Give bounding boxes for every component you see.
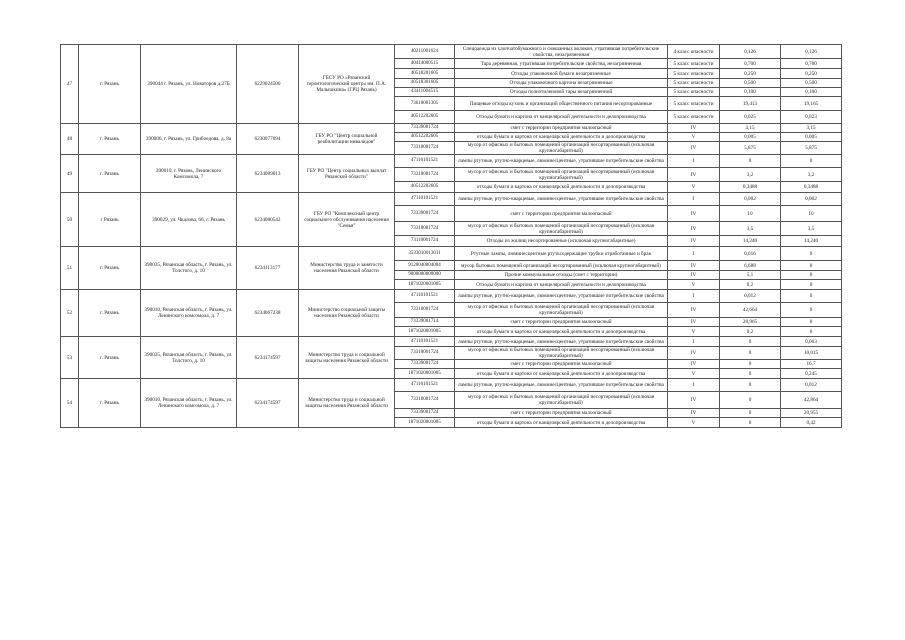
hazard-class: IV bbox=[668, 168, 720, 182]
hazard-class: 5 класс опасности bbox=[668, 69, 720, 79]
waste-name: Отходы бумаги и картона от канцелярской деятельности и делопроизводства bbox=[455, 280, 668, 290]
amount-transferred: 19,165 bbox=[781, 97, 842, 111]
hazard-class: IV bbox=[668, 360, 720, 369]
entry-city: г. Рязань bbox=[79, 124, 141, 155]
amount-transferred: 0,3488 bbox=[781, 182, 842, 193]
entry-inn: 6234113177 bbox=[237, 247, 299, 290]
hazard-class: 5 класс опасности bbox=[668, 97, 720, 111]
table-row bbox=[61, 379, 842, 392]
table-row bbox=[61, 124, 842, 133]
waste-name: Спецодежда из хлопчатобумажного и смешанных волокон, утратившая потребительские свойства, незагрязненная bbox=[455, 45, 668, 59]
waste-name: лампы ртутные, ртутно-кварцевые, люминесцентные, утратившие потребительские свойства bbox=[455, 337, 668, 347]
amount-transferred: 0,500 bbox=[781, 79, 842, 88]
entry-number: 51 bbox=[61, 247, 79, 290]
amount-transferred: 0 bbox=[781, 290, 842, 303]
waste-name: отходы бумаги и картона от канцелярской деятельности и делопроизводства bbox=[455, 133, 668, 142]
amount-generated: 0,2 bbox=[720, 327, 781, 337]
entry-organization: ГБУ РО "Центр социальных выплат Рязанской области" bbox=[299, 155, 395, 193]
amount-transferred: 14,240 bbox=[781, 236, 842, 247]
hazard-class: 5 класс опасности bbox=[668, 79, 720, 88]
entry-city: г. Рязань bbox=[79, 379, 141, 428]
waste-name: мусор от офисных и бытовых помещений организаций несортированный (исключая крупногабаритный) bbox=[455, 142, 668, 155]
entry-organization: Министерство социальной защиты населения Рязанской области bbox=[299, 290, 395, 337]
table-row bbox=[61, 155, 842, 168]
waste-code: 47110101521 bbox=[395, 337, 455, 347]
waste-name: мусор от офисных и бытовых помещений организаций несортированный (исключая крупногабаритный) bbox=[455, 222, 668, 236]
entry-address: 390035, Рязанская область, г. Рязань, ул. Толстого, д. 10 bbox=[141, 247, 237, 290]
entry-inn: 6234067238 bbox=[237, 290, 299, 337]
waste-name: мусор от офисных и бытовых помещений организаций несортированный (исключая крупногабаритный) bbox=[455, 168, 668, 182]
waste-code: 40512202605 bbox=[395, 182, 455, 193]
waste-name: смет с территории предприятия малоопасный bbox=[455, 206, 668, 222]
waste-name: отходы бумаги и картона от канцелярской деятельности и делопроизводства bbox=[455, 369, 668, 379]
hazard-class: IV bbox=[668, 303, 720, 318]
document-page bbox=[60, 44, 842, 428]
waste-code: 40414000515 bbox=[395, 59, 455, 69]
hazard-class: V bbox=[668, 133, 720, 142]
waste-name: Прочие коммунальные отходы (смет с территории) bbox=[455, 271, 668, 280]
waste-name: отходы бумаги и картона от канцелярской деятельности и делопроизводства bbox=[455, 327, 668, 337]
waste-name: мусор от офисных и бытовых помещений организаций несортированный (исключая крупногабаритный) bbox=[455, 347, 668, 360]
amount-transferred: 0,005 bbox=[781, 133, 842, 142]
entry-number: 54 bbox=[61, 379, 79, 428]
hazard-class: IV bbox=[668, 222, 720, 236]
amount-generated: 20,965 bbox=[720, 318, 781, 327]
amount-generated: 0,005 bbox=[720, 133, 781, 142]
hazard-class: I bbox=[668, 193, 720, 206]
hazard-class: 5 класс опасности bbox=[668, 88, 720, 97]
waste-name: Пищевые отходы кухонь и организаций общественного питания несортированные bbox=[455, 97, 668, 111]
waste-code: 40518201605 bbox=[395, 69, 455, 79]
amount-generated: 0 bbox=[720, 155, 781, 168]
amount-transferred: 0,42 bbox=[781, 418, 842, 428]
table-row bbox=[61, 290, 842, 303]
waste-code: 73310001724 bbox=[395, 222, 455, 236]
waste-name: смет с территории предприятия малоопасный bbox=[455, 124, 668, 133]
waste-name: мусор бытовых помещений организаций несортированный (исключая крупногабаритный) bbox=[455, 261, 668, 271]
entry-number: 52 bbox=[61, 290, 79, 337]
entry-city: г. Рязань bbox=[79, 45, 141, 124]
entry-address: 390035, Рязанская область, г. Рязань, ул. Толстого, д. 10 bbox=[141, 337, 237, 379]
waste-name: смет с территории предприятия малоопасный bbox=[455, 360, 668, 369]
entry-number: 53 bbox=[61, 337, 79, 379]
amount-generated: 0,100 bbox=[720, 88, 781, 97]
amount-generated: 19,413 bbox=[720, 97, 781, 111]
waste-name: Отходы упаковочной бумаги незагрязненные bbox=[455, 69, 668, 79]
entry-organization: Министерство труда и социальной защиты населения Рязанской области bbox=[299, 379, 395, 428]
entry-address: 390010, Рязанская область, г. Рязань, ул. Ленинского комсомола, д. 7 bbox=[141, 290, 237, 337]
waste-code: 73310001724 bbox=[395, 168, 455, 182]
amount-generated: 0,016 bbox=[720, 247, 781, 261]
table-row bbox=[61, 337, 842, 347]
waste-code: 73310001724 bbox=[395, 392, 455, 409]
hazard-class: V bbox=[668, 369, 720, 379]
amount-transferred: 20,955 bbox=[781, 409, 842, 418]
waste-code: 40211001624 bbox=[395, 45, 455, 59]
waste-name: лампы ртутные, ртутно-кварцевые, люминесцентные, утратившие потребительские свойства bbox=[455, 379, 668, 392]
waste-code: 73339001714 bbox=[395, 318, 455, 327]
amount-generated: 3,2 bbox=[720, 168, 781, 182]
amount-transferred: 0,245 bbox=[781, 369, 842, 379]
amount-transferred: 0,100 bbox=[781, 88, 842, 97]
waste-code: 1871020001005 bbox=[395, 369, 455, 379]
entry-organization: ГБУ РО "Комплексный центр социального обслуживания населения "Семья" bbox=[299, 193, 395, 247]
entry-inn: 6230077094 bbox=[237, 124, 299, 155]
hazard-class: IV bbox=[668, 409, 720, 418]
amount-generated: 0,012 bbox=[720, 290, 781, 303]
amount-generated: 0 bbox=[720, 360, 781, 369]
entry-city: г. Рязань bbox=[79, 155, 141, 193]
hazard-class: 5 класс опасности bbox=[668, 59, 720, 69]
entry-number: 48 bbox=[61, 124, 79, 155]
amount-generated: 0,025 bbox=[720, 111, 781, 124]
hazard-class: IV bbox=[668, 142, 720, 155]
amount-generated: 0,700 bbox=[720, 59, 781, 69]
waste-name: лампы ртутные, ртутно-кварцевые, люминесцентные, утратившие потребительские свойства bbox=[455, 193, 668, 206]
entry-organization: Министерство труда и социальной защиты населения Рязанской области bbox=[299, 337, 395, 379]
hazard-class: IV bbox=[668, 124, 720, 133]
waste-code: 9000000000000 bbox=[395, 271, 455, 280]
table-row bbox=[61, 247, 842, 261]
hazard-class: IV bbox=[668, 318, 720, 327]
entry-address: 390044 г. Рязань, ул. Новаторов д.27Б bbox=[141, 45, 237, 124]
entry-inn: 6234089013 bbox=[237, 155, 299, 193]
amount-generated: 3,15 bbox=[720, 124, 781, 133]
amount-transferred: 10 bbox=[781, 206, 842, 222]
entry-address: 390029, ул. Чкалова, 66, г. Рязань bbox=[141, 193, 237, 247]
amount-generated: 14,240 bbox=[720, 236, 781, 247]
hazard-class: 4 класс опасности bbox=[668, 45, 720, 59]
amount-transferred: 16,7 bbox=[781, 360, 842, 369]
amount-transferred: 0,003 bbox=[781, 337, 842, 347]
hazard-class: 5 класс опасности bbox=[668, 111, 720, 124]
amount-transferred: 0 bbox=[781, 280, 842, 290]
entry-inn: 6234080542 bbox=[237, 193, 299, 247]
amount-generated: 0 bbox=[720, 347, 781, 360]
hazard-class: IV bbox=[668, 206, 720, 222]
waste-code: 73339001724 bbox=[395, 409, 455, 418]
waste-code: 73610001305 bbox=[395, 97, 455, 111]
amount-generated: 10 bbox=[720, 206, 781, 222]
amount-transferred: 0 bbox=[781, 318, 842, 327]
hazard-class: IV bbox=[668, 347, 720, 360]
hazard-class: V bbox=[668, 327, 720, 337]
amount-transferred: 3,2 bbox=[781, 168, 842, 182]
amount-transferred: 0 bbox=[781, 327, 842, 337]
amount-generated: 0,126 bbox=[720, 45, 781, 59]
waste-code: 40518301605 bbox=[395, 79, 455, 88]
waste-name: отходы бумаги и картона от канцелярской деятельности и делопроизводства bbox=[455, 182, 668, 193]
waste-name: Отходы бумаги и картона от канцелярской деятельности и делопроизводства bbox=[455, 111, 668, 124]
amount-generated: 0 bbox=[720, 379, 781, 392]
amount-generated: 0 bbox=[720, 369, 781, 379]
waste-code: 47110101521 bbox=[395, 155, 455, 168]
waste-code: 73339001724 bbox=[395, 206, 455, 222]
amount-transferred: 5,875 bbox=[781, 142, 842, 155]
entry-organization: ГБСУ РО «Рязанский геронтологический центр» им. П.А. Малышкина» (ГРЦ Рязань) bbox=[299, 45, 395, 124]
hazard-class: V bbox=[668, 280, 720, 290]
waste-name: Отходы из жилищ несортированные (исключая крупногабаритные) bbox=[455, 236, 668, 247]
amount-transferred: 0 bbox=[781, 303, 842, 318]
entry-address: 390006, г. Рязань, ул. Грибоедова, д. 8а bbox=[141, 124, 237, 155]
entry-city: г. Рязань bbox=[79, 337, 141, 379]
waste-code: 73310001724 bbox=[395, 303, 455, 318]
hazard-class: V bbox=[668, 182, 720, 193]
amount-generated: 0,500 bbox=[720, 79, 781, 88]
amount-transferred: 0 bbox=[781, 261, 842, 271]
amount-transferred: 0 bbox=[781, 271, 842, 280]
waste-name: лампы ртутные, ртутно-кварцевые, люминесцентные, утратившие потребительские свойства bbox=[455, 290, 668, 303]
hazard-class: V bbox=[668, 418, 720, 428]
waste-code: 43411004515 bbox=[395, 88, 455, 97]
amount-generated: 0 bbox=[720, 392, 781, 409]
hazard-class: I bbox=[668, 290, 720, 303]
waste-code: 1871020001005 bbox=[395, 418, 455, 428]
waste-name: отходы бумаги и картона от канцелярской деятельности и делопроизводства bbox=[455, 418, 668, 428]
entry-number: 49 bbox=[61, 155, 79, 193]
waste-code: 9120040004004 bbox=[395, 261, 455, 271]
amount-generated: 42,664 bbox=[720, 303, 781, 318]
amount-generated: 5,875 bbox=[720, 142, 781, 155]
amount-generated: 0 bbox=[720, 409, 781, 418]
amount-transferred: 0,023 bbox=[781, 111, 842, 124]
amount-transferred: 0,700 bbox=[781, 59, 842, 69]
amount-transferred: 0,002 bbox=[781, 193, 842, 206]
amount-generated: 0 bbox=[720, 337, 781, 347]
waste-code: 73339001724 bbox=[395, 124, 455, 133]
hazard-class: I bbox=[668, 247, 720, 261]
hazard-class: IV bbox=[668, 271, 720, 280]
waste-code: 47110101521 bbox=[395, 290, 455, 303]
waste-code: 40512202605 bbox=[395, 111, 455, 124]
waste-name: мусор от офисных и бытовых помещений организаций несортированный (исключая крупногабаритный) bbox=[455, 392, 668, 409]
amount-transferred: 0,250 bbox=[781, 69, 842, 79]
waste-code: 1871020001005 bbox=[395, 327, 455, 337]
waste-code: 73110001724 bbox=[395, 236, 455, 247]
amount-generated: 0 bbox=[720, 418, 781, 428]
hazard-class: I bbox=[668, 337, 720, 347]
entry-city: г. Рязань bbox=[79, 247, 141, 290]
waste-code: 47110101521 bbox=[395, 193, 455, 206]
amount-generated: 0,002 bbox=[720, 193, 781, 206]
entry-city: г. Рязань bbox=[79, 290, 141, 337]
amount-transferred: 0 bbox=[781, 247, 842, 261]
hazard-class: I bbox=[668, 155, 720, 168]
waste-code: 73339001724 bbox=[395, 360, 455, 369]
table-row bbox=[61, 193, 842, 206]
entry-address: 390010, Рязанская область, г. Рязань, ул. Ленинского комсомола, д. 7 bbox=[141, 379, 237, 428]
amount-generated: 6,688 bbox=[720, 261, 781, 271]
waste-name: мусор от офисных и бытовых помещений организаций несортированный (исключая крупногабаритный) bbox=[455, 303, 668, 318]
hazard-class: IV bbox=[668, 236, 720, 247]
entry-inn: 6234174597 bbox=[237, 337, 299, 379]
hazard-class: IV bbox=[668, 392, 720, 409]
waste-name: Отходы полиэтиленовой тары незагрязненной bbox=[455, 88, 668, 97]
waste-name: смет с территории предприятия малоопасный bbox=[455, 318, 668, 327]
entry-organization: Министерство труда и занятости населения Рязанской области bbox=[299, 247, 395, 290]
entry-number: 50 bbox=[61, 193, 79, 247]
waste-code: 3533010013011 bbox=[395, 247, 455, 261]
amount-generated: 0,2 bbox=[720, 280, 781, 290]
entry-address: 390010, г. Рязань, Ленинского Комсомола, 7 bbox=[141, 155, 237, 193]
amount-transferred: 0,012 bbox=[781, 379, 842, 392]
waste-name: Отходы упаковочного картона незагрязненные bbox=[455, 79, 668, 88]
entry-number: 47 bbox=[61, 45, 79, 124]
amount-generated: 0,3488 bbox=[720, 182, 781, 193]
hazard-class: IV bbox=[668, 261, 720, 271]
waste-code: 1871020001005 bbox=[395, 280, 455, 290]
waste-code: 73310001724 bbox=[395, 142, 455, 155]
waste-name: смет с территории предприятия малоопасный bbox=[455, 409, 668, 418]
entry-inn: 6229024500 bbox=[237, 45, 299, 124]
table-row bbox=[61, 45, 842, 59]
entry-city: г Рязань bbox=[79, 193, 141, 247]
amount-generated: 5,1 bbox=[720, 271, 781, 280]
entry-inn: 6234174597 bbox=[237, 379, 299, 428]
amount-transferred: 0,126 bbox=[781, 45, 842, 59]
waste-code: 73310001724 bbox=[395, 347, 455, 360]
amount-transferred: 0 bbox=[781, 155, 842, 168]
amount-generated: 0,250 bbox=[720, 69, 781, 79]
waste-name: лампы ртутные, ртутно-кварцевые, люминесцентные, утратившие потребительские свойства bbox=[455, 155, 668, 168]
waste-name: Тара деревянная, утратившая потребительские свойства, незагрязненная bbox=[455, 59, 668, 69]
amount-transferred: 42,864 bbox=[781, 392, 842, 409]
amount-transferred: 3,15 bbox=[781, 124, 842, 133]
entry-organization: ГБУ РО "Центр социальной реабилитации инвалидов" bbox=[299, 124, 395, 155]
waste-code: 47110101521 bbox=[395, 379, 455, 392]
table-body bbox=[61, 45, 842, 428]
waste-name: Ртутные лампы, люминесцентные ртутьсодержащие трубки отработанные и брак bbox=[455, 247, 668, 261]
waste-code: 40512202605 bbox=[395, 133, 455, 142]
amount-transferred: 3,5 bbox=[781, 222, 842, 236]
waste-registry-table bbox=[60, 44, 842, 428]
hazard-class: I bbox=[668, 379, 720, 392]
amount-generated: 3,5 bbox=[720, 222, 781, 236]
amount-transferred: 10,015 bbox=[781, 347, 842, 360]
